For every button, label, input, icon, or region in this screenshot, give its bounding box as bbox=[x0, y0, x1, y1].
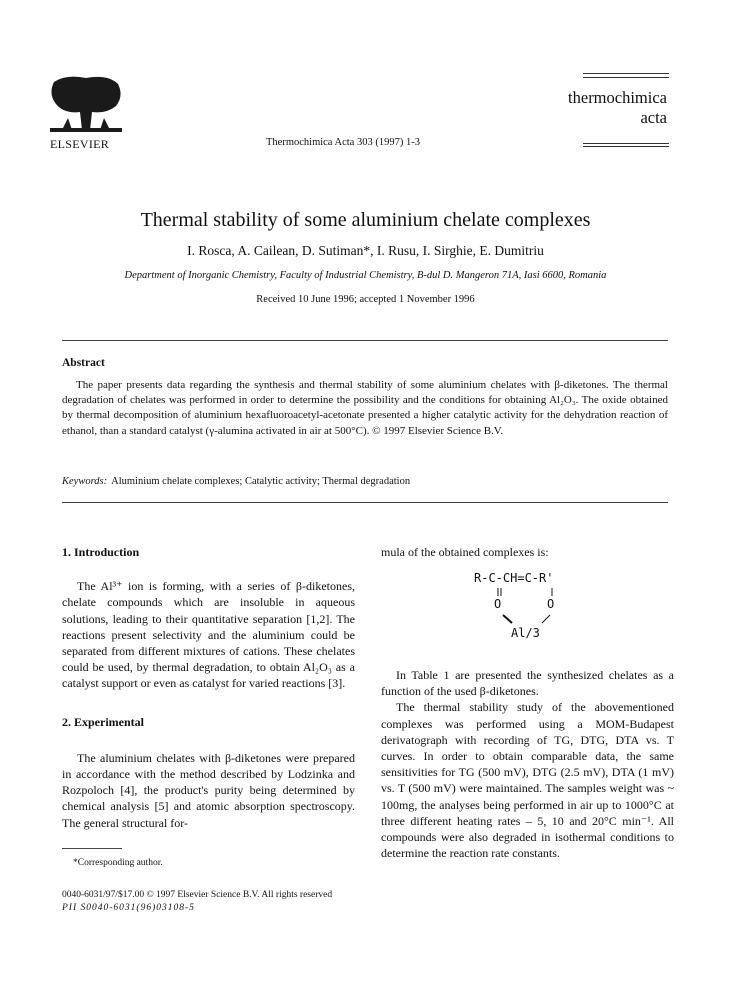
formula-intro: mula of the obtained complexes is: bbox=[381, 545, 549, 559]
section-heading-experimental: 2. Experimental bbox=[62, 714, 144, 729]
divider-top bbox=[62, 340, 668, 341]
copyright-line: 0040-6031/97/$17.00 © 1997 Elsevier Science B.V. All rights reserved bbox=[62, 890, 333, 900]
chelate-structure-formula bbox=[466, 571, 596, 649]
journal-name-line2: acta bbox=[640, 108, 667, 127]
section-heading-introduction: 1. Introduction bbox=[62, 545, 140, 559]
journal-name-line1: thermochimica bbox=[568, 88, 667, 107]
elsevier-logo bbox=[46, 72, 126, 134]
thermal-study-paragraph: The thermal stability study of the abovementioned complexes was performed using a MOM-Budapest derivatograph with recording of TG, DTG, DTA vs. T curves. In order to obtain comparable data, the same sensitivities for TG (500 mV), DTG (2.5 mV), DTA (1 mV) vs. T (500 mV) were maintained. The samples weight was ~ 100mg, the analyses being performed in air up to 1000°C at three different heating rates – 5, 10 and 20°C min⁻¹. All compounds were also degraded in isothermal conditions to determine the reaction rate constants. bbox=[381, 700, 674, 861]
footnote-rule bbox=[62, 848, 122, 849]
pii-line: PII S0040-6031(96)03108-5 bbox=[62, 903, 195, 913]
journal-rule-bottom bbox=[583, 143, 669, 144]
table-reference-paragraph: In Table 1 are presented the synthesized chelates as a function of the used β-diketones. bbox=[381, 668, 674, 699]
formula-oxygen-left: O bbox=[494, 597, 502, 611]
abstract-text: The paper presents data regarding the synthesis and thermal stability of some aluminium chelates with β-diketones. The thermal degradation of chelates was performed in order to determine the possibility and the conditions for obtaining Al₂O₃. The oxide obtained by thermal decomposition of aluminium hexafluoroacetyl-acetonate presented a higher catalytic activity for the dehydration reaction of ethanol, than a standard catalyst (γ-alumina activated in air at 500°C). © 1997 Elsevier Science B.V. bbox=[62, 379, 668, 437]
right-column-bottom bbox=[381, 667, 674, 861]
keywords bbox=[62, 476, 410, 487]
journal-rule-bottom-2 bbox=[583, 146, 669, 147]
journal-rule-top bbox=[583, 73, 669, 74]
formula-metal: Al/3 bbox=[511, 626, 540, 640]
corresponding-author-footnote: *Corresponding author. bbox=[73, 858, 163, 868]
received-dates: Received 10 June 1996; accepted 1 November 1996 bbox=[256, 294, 475, 305]
copyright-block bbox=[62, 889, 332, 915]
introduction-paragraph: The Al³⁺ ion is forming, with a series of β-diketones, chelate compounds which are insoluble in aqueous solutions, leading to their quantitative separation [1,2]. The reactions present selectivity and the aluminium could be separated from different mixtures of cations. These chelates could be used, by thermal degradation, to obtain Al₂O₃ as a catalyst support or even as catalyst for varied reactions [3]. bbox=[62, 579, 355, 691]
affiliation: Department of Inorganic Chemistry, Faculty of Industrial Chemistry, B-dul D. Mangeron 71A, Iasi 6600, Romania bbox=[124, 270, 607, 281]
left-column bbox=[62, 544, 355, 831]
divider-bottom bbox=[62, 502, 668, 503]
keywords-label: Keywords: bbox=[62, 476, 108, 487]
experimental-paragraph: The aluminium chelates with β-diketones were prepared in accordance with the method described by Lodzinka and Rozpoloch [4], the product's purity being determined by chemical analysis [5] and atomic absorption spectroscopy. The general structural for- bbox=[62, 750, 355, 830]
journal-name bbox=[568, 88, 667, 128]
author-list: I. Rosca, A. Cailean, D. Sutiman*, I. Rusu, I. Sirghie, E. Dumitriu bbox=[187, 243, 544, 258]
journal-citation: Thermochimica Acta 303 (1997) 1-3 bbox=[266, 137, 420, 148]
formula-oxygen-right: O bbox=[547, 597, 555, 611]
publisher-name: ELSEVIER bbox=[50, 137, 110, 151]
keywords-text: Aluminium chelate complexes; Catalytic activity; Thermal degradation bbox=[111, 476, 411, 487]
right-column-top bbox=[381, 544, 674, 560]
journal-rule-top-2 bbox=[583, 77, 669, 78]
formula-backbone: R-C-CH=C-R' bbox=[474, 571, 554, 585]
abstract-heading: Abstract bbox=[62, 357, 105, 369]
article-title: Thermal stability of some aluminium chelate complexes bbox=[140, 209, 591, 231]
